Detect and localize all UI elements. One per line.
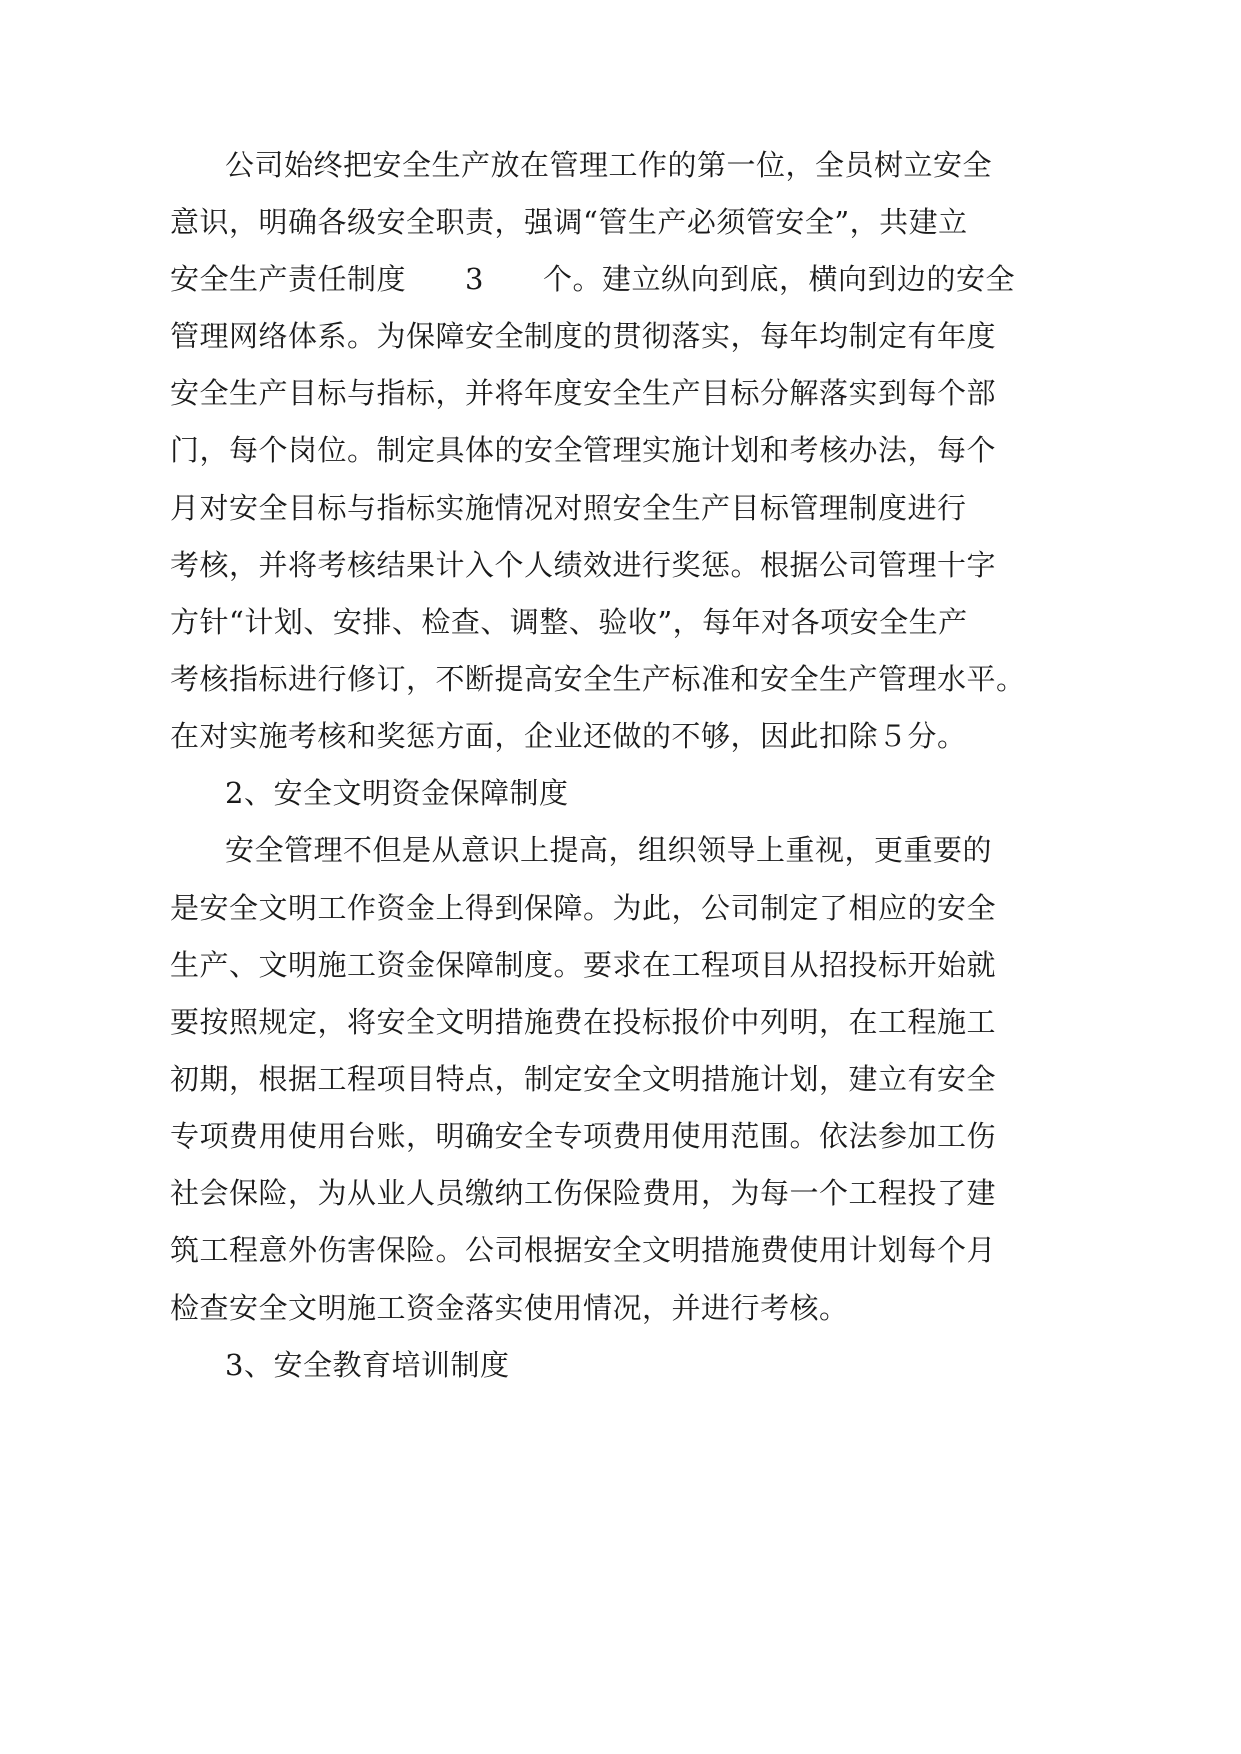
paragraph-line: 是安全文明工作资金上得到保障。为此，公司制定了相应的安全 <box>170 891 997 925</box>
section-heading: 3、安全教育培训制度 <box>225 1348 510 1382</box>
paragraph-line: 管理网络体系。为保障安全制度的贯彻落实，每年均制定有年度 <box>170 319 997 353</box>
paragraph-line: 初期，根据工程项目特点，制定安全文明措施计划，建立有安全 <box>170 1062 997 1096</box>
paragraph-line: 安全生产责任制度 3 个。建立纵向到底，横向到边的安全 <box>170 262 1015 296</box>
section-heading: 2、安全文明资金保障制度 <box>225 776 569 810</box>
paragraph-line: 考核指标进行修订，不断提高安全生产标准和安全生产管理水平。 <box>170 662 1026 696</box>
paragraph-line: 筑工程意外伤害保险。公司根据安全文明措施费使用计划每个月 <box>170 1233 997 1267</box>
paragraph-line: 生产、文明施工资金保障制度。要求在工程项目从招投标开始就 <box>170 948 997 982</box>
paragraph-line: 门，每个岗位。制定具体的安全管理实施计划和考核办法，每个 <box>170 433 997 467</box>
paragraph-line: 公司始终把安全生产放在管理工作的第一位，全员树立安全 <box>225 148 993 182</box>
paragraph-line: 考核，并将考核结果计入个人绩效进行奖惩。根据公司管理十字 <box>170 548 997 582</box>
paragraph-line: 安全管理不但是从意识上提高，组织领导上重视，更重要的 <box>225 833 993 867</box>
paragraph-line: 方针“计划、安排、检查、调整、验收”，每年对各项安全生产 <box>170 605 968 639</box>
paragraph-line: 月对安全目标与指标实施情况对照安全生产目标管理制度进行 <box>170 491 967 525</box>
paragraph-line: 检查安全文明施工资金落实使用情况，并进行考核。 <box>170 1291 849 1325</box>
paragraph-line: 意识，明确各级安全职责，强调“管生产必须管安全”，共建立 <box>170 205 968 239</box>
paragraph-line: 要按照规定，将安全文明措施费在投标报价中列明，在工程施工 <box>170 1005 997 1039</box>
paragraph-line: 在对实施考核和奖惩方面，企业还做的不够，因此扣除５分。 <box>170 719 967 753</box>
paragraph-line: 安全生产目标与指标，并将年度安全生产目标分解落实到每个部 <box>170 376 997 410</box>
paragraph-line: 专项费用使用台账，明确安全专项费用使用范围。依法参加工伤 <box>170 1119 997 1153</box>
paragraph-line: 社会保险，为从业人员缴纳工伤保险费用，为每一个工程投了建 <box>170 1176 997 1210</box>
